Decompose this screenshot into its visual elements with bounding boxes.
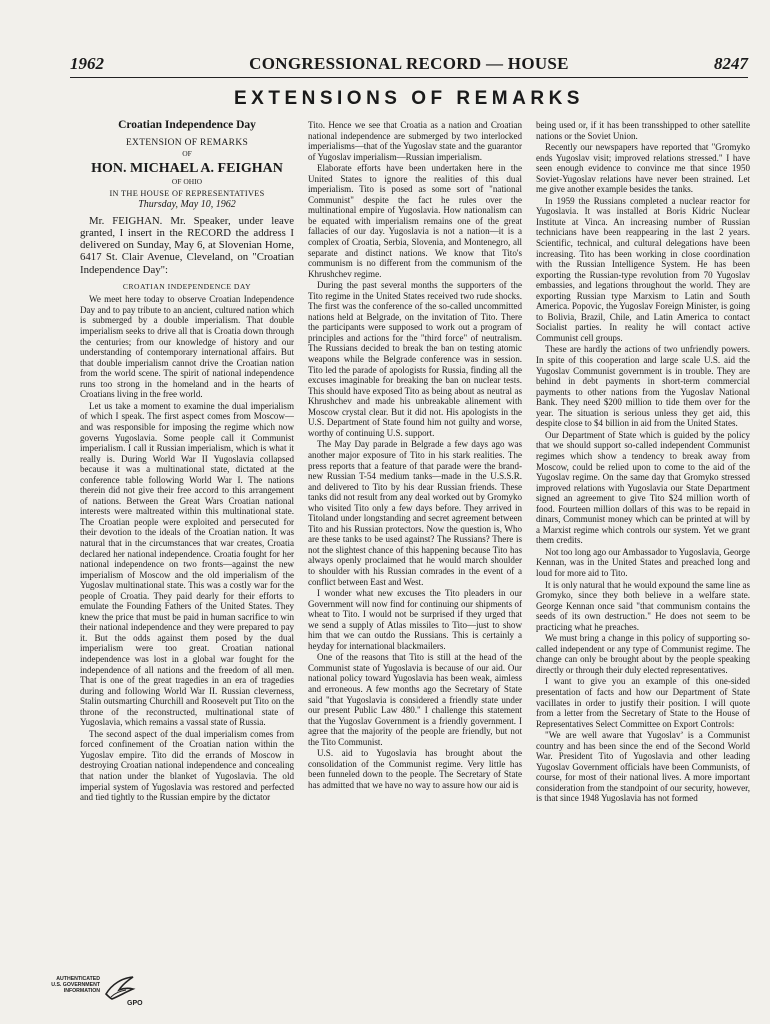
col2-paragraph: U.S. aid to Yugoslavia has brought about the consolidation of the Communist regime. Very little has been funneled down to the people. The Secretary of State has admitted that we have no way to assure how our aid is	[308, 748, 522, 790]
col3-paragraph: "We are well aware that Yugoslav’ is a Communist country and has been since the end of the Second World War. President Tito of Yugoslavia and other leading Yugoslav Government officials have been Communists, of course, for most of their national lives. A more important consideration from the standpoint of our security, however, is that since 1948 Yugoslavia has not formed	[536, 730, 750, 804]
column-1	[80, 120, 294, 938]
col2-paragraph: Tito. Hence we see that Croatia as a nation and Croatian national independence are submerged by two interlocked imperialisms—that of the Yugoslav state and the guarantor of Yugoslav imperialism—Russian imperialism.	[308, 120, 522, 162]
logo-gpo: GPO	[127, 1000, 143, 1007]
logo-line: AUTHENTICATED	[56, 976, 100, 982]
col1-paragraph: The second aspect of the dual imperialism comes from forced confinement of the Croatian nation within the Yugoslav empire. Tito did the errands of Moscow in destroying Croatian national independence and concealing that nation under the blanket of Yugoslavia. The old imperial system of Yugoslavia was restored and perfected and tied tightly to the Russian empire by the dictator	[80, 728, 294, 803]
col3-paragraph: I want to give you an example of this one-sided presentation of facts and how our Department of State vacillates in order to justify their position. I will quote from a letter from the Secretary of State to the House of Representatives Select Committee on Export Controls:	[536, 676, 750, 729]
extension-date: Thursday, May 10, 1962	[138, 199, 236, 211]
header-year: 1962	[70, 54, 104, 73]
extension-of: OF	[182, 149, 192, 159]
header-title: CONGRESSIONAL RECORD — HOUSE	[249, 54, 569, 73]
col3-paragraph: It is only natural that he would expound the same line as Gromyko, since they both believe in a welfare state. George Kennan once said "that communism contains the seeds of its own destruction." He does not seem to be practicing what he preaches.	[536, 579, 750, 632]
col2-paragraph: Elaborate efforts have been undertaken here in the United States to ignore the realities of this dual imperialism. Tito is posed as some sort of "national Communist" despite the fact he rules over the multinational empire of Yugoslavia. How nationalism can be equated with imperialism remains one of the great fallacies of our day. Yugoslavia is not a nation—it is a complex of Croatia, Serbia, Slovenia, and Montenegro, all separate and distinct nations. We know that Tito's communism is no different from the communism of the Khrushchev regime.	[308, 163, 522, 279]
col2-paragraph: One of the reasons that Tito is still at the head of the Communist state of Yugoslavia is because of our aid. Our national policy toward Yugoslavia has been weak, aimless and erroneous. A few months ago the Secretary of State said "that Yugoslavia is considered a friendly state under our present Public Law 480." I challenge this statement that the Yugoslav Government is a friendly government. I agree that the majority of the people are friendly, but not the Tito Communist.	[308, 652, 522, 747]
col3-paragraph: These are hardly the actions of two unfriendly powers. In spite of this cooperation and large scale U.S. aid the Yugoslav Communist government is in trouble. They are behind in debt payments in short-term commercial payments to other nations from the Yugoslav National Bank. They need $200 million to tide them over for the year. The situation is serious unless they get aid, this despite close to $4 billion in aid from the United States.	[536, 344, 750, 429]
extension-subtitle: EXTENSION OF REMARKS	[125, 137, 249, 148]
col2-paragraph: During the past several months the supporters of the Tito regime in the United States received two rude shocks. The first was the conference of the so-called uncommitted nations held at Belgrade, on the invitation of Tito. There the participants were supposed to work out a program of principles and actions for the "third force" of neutralism. The Russians decided to break the ban on testing atomic weapons while the Belgrade conference was in session. Tito led the parade of apologists for Russia, finding all the excuses imaginable for breaking the ban on nuclear tests. This should have exposed Tito as being about as neutral as Khrushchev and made his unbreakable alinement with Moscow crystal clear. But it did not. His apologists in the U.S. Department of State found him not guilty and worse, worthy of continuing U.S. support.	[308, 280, 522, 438]
gpo-authentication-logo	[40, 972, 143, 1012]
column-2	[308, 120, 522, 938]
logo-line: INFORMATION	[63, 988, 100, 995]
col1-paragraph: Let us take a moment to examine the dual imperialism of which I speak. The first aspect comes from Moscow—and was responsible for imposing the regime which now governs Yugoslavia. Some people call it Communist imperialism. I call it Russian imperialism, which is what it really is. During World War II Yugoslavia collapsed because it was a multinational state, dictated at the conference table following World War I. The nations therein did not give their free accord to this arrangement of nations. Between the Great Wars Croatian national interests were maltreated within this multinational state. The Croatian people were exploited and persecuted for their devotion to the ideals of the Croatian nation. It was natural that in the circumstances that war creates, Croatia declared her national independence. Croatia fought for her national independence on two fronts—against the new imperialism of Moscow and the old imperialism of the Yugoslav multinational state. This was a costly war for the people of Croatia. They paid dearly for their efforts to emulate the Founding Fathers of the United States. They knew the price that must be paid in human sacrifice to win their national independence and they were prepared to pay it. But the odds against them posed by the dual imperialism were too great. Croatian national independence was lost in a global war fought for the independence of all nations and the freedom of all men. That is one of the great tragedies in an era of tragedies during and following World War II. Russian cleverness, Stalin outsmarting Churchill and Roosevelt put Tito on the throne of the reconstructed, multinational state of Yugoslavia, which remains a vassal state of Russia.	[80, 400, 294, 728]
col3-paragraph: Not too long ago our Ambassador to Yugoslavia, George Kennan, was in the United States and preached long and loud for more aid to Tito.	[536, 546, 750, 578]
col2-paragraph: The May Day parade in Belgrade a few days ago was another major exposure of Tito in his stark realities. The press reports that a feature of that parade were the brand-new Russian T-54 medium tanks—made in the U.S.S.R. and delivered to Tito by his dear Russian friends. These tanks did not result from any deal worked out by Gromyko who visited Tito only a few days before. They arrived in Titoland under longstanding and secret agreement between Tito and his Russian protectors. Now the question is, Who are these tanks to be used against? The Russians? There is not the slightest chance of this happening because Tito has always openly proclaimed that he would march shoulder to shoulder with his Russian comrades in the event of a conflict between East and West.	[308, 439, 522, 587]
col3-paragraph: In 1959 the Russians completed a nuclear reactor for Yugoslavia. It was installed at Boris Kidric Nuclear Institute at Vinca. An increasing number of Russian technicians have been reappearing in the last 2 years. Scientific, technical, and cultural delegations have been increasing. Tito has been working in close coordination with the Russian Intelligence System. He has been exporting the Russian-type revolution from 70 Yugoslav embassies, and legations throughout the world. They are exporting Russian type Marxism to Latin and South America. Popovic, the Yugoslav Foreign Minister, is going to Bolivia, Brazil, Chile, and Latin America to contact Socialist parties. In reality he will contact active Communist cell groups.	[536, 195, 750, 343]
col1-paragraph: We meet here today to observe Croatian Independence Day and to pay tribute to an ancient, cultured nation which is submerged by a double imperialism. That double imperialism seeks to drive all that is Croatia down through the centuries; from our knowledge of history and our understanding of contemporary international affairs. But that double imperialism cannot drive the Croatian nation from the world scene. The spirit of national independence runs too strong in the homeland and in the hearts of Croatians living in the free world.	[80, 294, 294, 400]
logo-text	[40, 976, 100, 995]
header-page-number: 8247	[714, 54, 748, 73]
col3-paragraph: We must bring a change in this policy of supporting so-called independent or any type of Communist regime. The change can only be brought about by the people speaking directly or through their duly elected representatives.	[536, 633, 750, 675]
col3-paragraph: being used or, if it has been transshipped to other satellite nations or the Soviet Union.	[536, 120, 750, 141]
extension-title: Croatian Independence Day	[118, 120, 256, 131]
speech-title: CROATIAN INDEPENDENCE DAY	[122, 281, 252, 291]
chamber-line: IN THE HOUSE OF REPRESENTATIVES	[109, 188, 265, 198]
intro-paragraph: Mr. FEIGHAN. Mr. Speaker, under leave granted, I insert in the RECORD the address I delivered on Sunday, May 6, at Slovenian Home, 6417 St. Clair Avenue, Cleveland, on "Croatian Independence Day":	[80, 214, 294, 276]
col2-paragraph: I wonder what new excuses the Tito pleaders in our Government will now find for continuing our shipments of wheat to Tito. I would not be surprised if they urged that we send a supply of Atlas missiles to Tito—just to show him that we can outdo the Russians. This is certainly a heyday for international blackmailers.	[308, 588, 522, 651]
text-columns	[80, 120, 750, 938]
header-rule	[70, 77, 748, 78]
section-title: EXTENSIONS OF REMARKS	[234, 88, 584, 109]
col3-paragraph: Recently our newspapers have reported that "Gromyko ends Yugoslav visit; improved relations stressed." I have seen enough evidence to convince me that since 1950 Soviet-Yugoslav relations have never been strained. Let me give another example besides the tanks.	[536, 142, 750, 195]
logo-line: U.S. GOVERNMENT	[51, 982, 100, 989]
member-name: HON. MICHAEL A. FEIGHAN	[91, 160, 283, 176]
page-header	[70, 54, 748, 76]
col3-paragraph: Our Department of State which is guided by the policy that we should support so-called independent Communist regimes which show a tendency to break away from Moscow, could be relied upon to come to the aid of the Yugoslav regime. On the same day that Gromyko stressed improved relations with Yugoslavia our State Department signed an agreement to give Tito $24 million worth of food. Fourteen million dollars of this was to be repaid in dinars, Communist money which can be printed at will by a Marxist regime which controls our system. Yet we grant them credits.	[536, 429, 750, 546]
column-3	[536, 120, 750, 938]
member-state: OF OHIO	[171, 177, 203, 187]
